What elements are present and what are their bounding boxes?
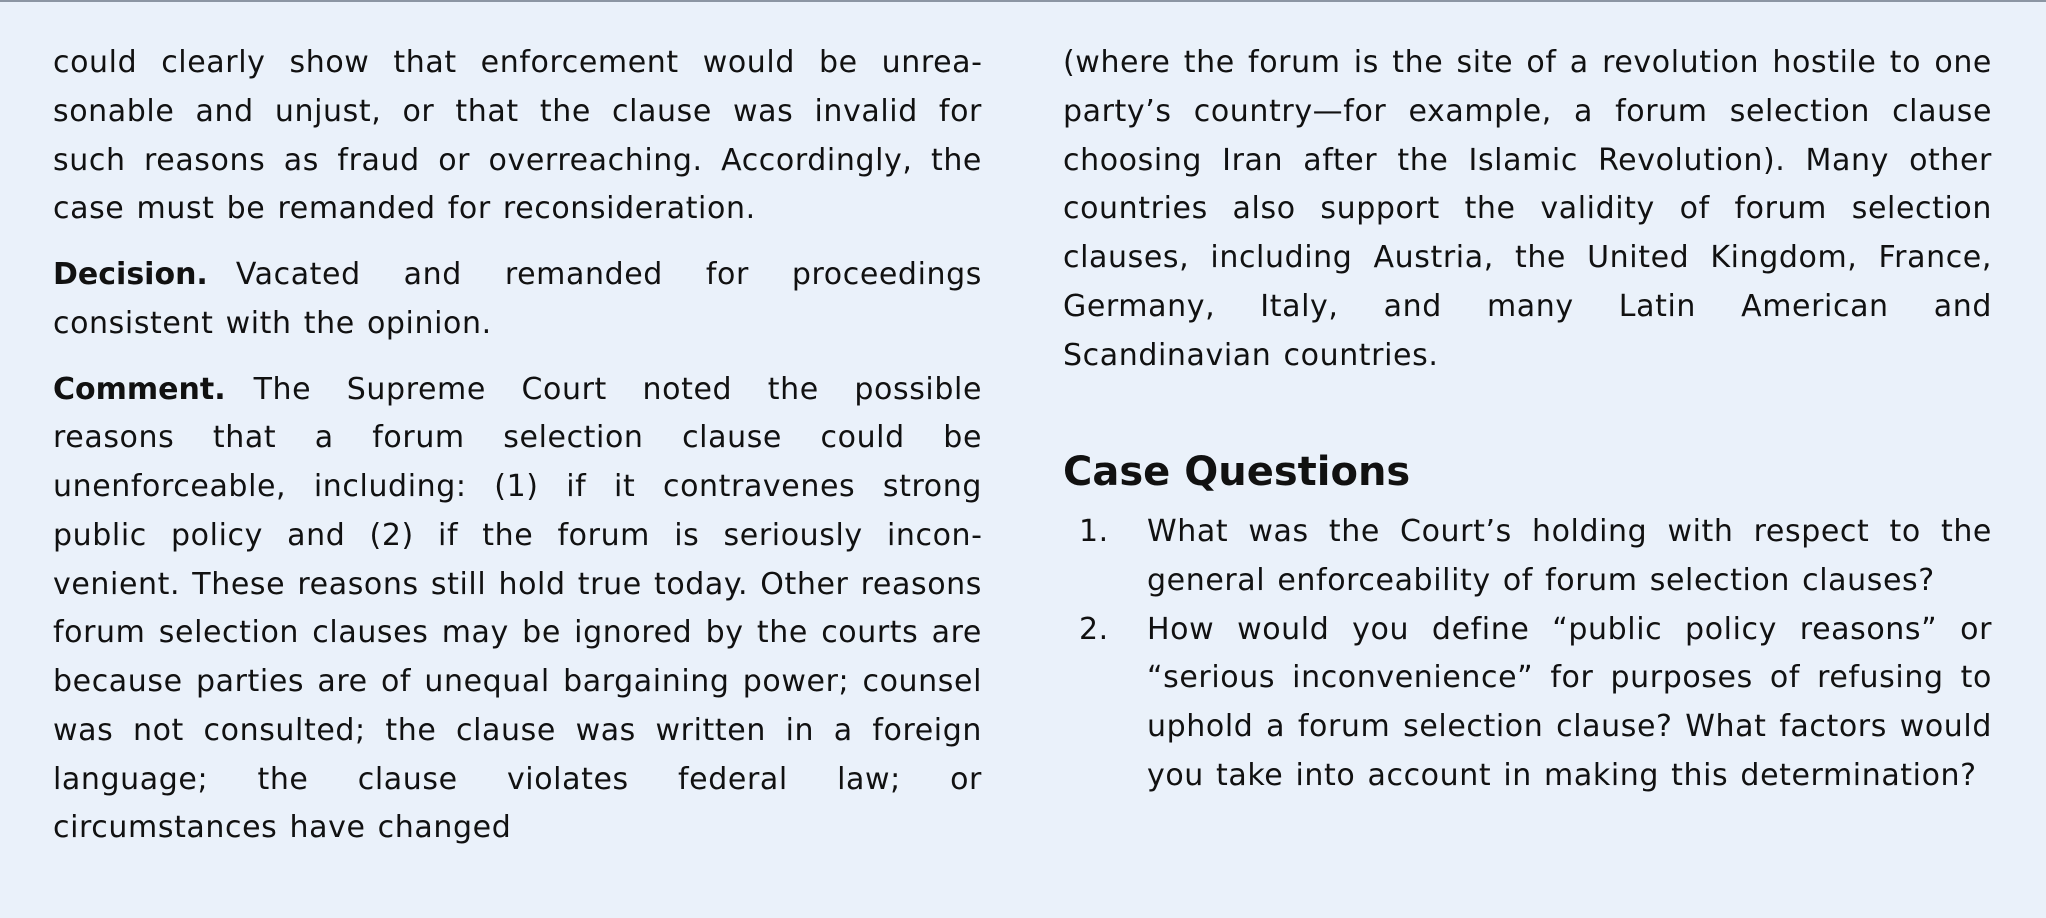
list-item	[1063, 606, 1992, 801]
question-number: 1.	[1079, 514, 1109, 549]
left-column	[53, 39, 982, 853]
right-column	[1063, 39, 1992, 380]
list-item	[1063, 508, 1992, 606]
opening-paragraph: could clearly show that enforcement would be unreasonable and unjust, or that the clause was invalid for such reasons as fraud or overreaching. Accordingly, the case must be remanded for reconsideration.	[53, 45, 982, 227]
case-questions-heading: Case Questions	[1063, 449, 1411, 495]
comment-text: The Supreme Court noted the possible reasons that a forum selection clause could be unenforceable, including: (1) if it contravenes strong public policy and (2) if the forum is seriously inconvenient. These reasons still hold true today. Other reasons forum selection clauses may be ignored by the courts are because parties are of unequal bargaining power; counsel was not consulted; the clause was written in a foreign language; the clause violates federal law; or circumstances have changed	[53, 371, 982, 846]
continuation-paragraph: (where the forum is the site of a revolution hostile to one party’s country—for example, a forum selection clause choosing Iran after the Islamic Revolution). Many other countries also support the validity of forum selection clauses, including Austria, the United Kingdom, France, Germany, Italy, and many Latin American and Scandinavian countries.	[1063, 45, 1992, 373]
comment-paragraph	[53, 366, 982, 854]
question-number: 2.	[1079, 611, 1109, 647]
question-text: How would you define “public policy reasons” or “serious inconvenience” for purposes of refusing to uphold a forum selection clause? What factors would you take into account in making this determination?	[1147, 611, 1992, 793]
decision-label: Decision.	[53, 257, 208, 292]
decision-paragraph	[53, 251, 982, 349]
top-divider	[0, 0, 2046, 2]
comment-label: Comment.	[53, 371, 226, 407]
case-questions-list	[1063, 508, 1992, 801]
question-text: What was the Court’s holding with respect to the general enforceability of forum selection clauses?	[1147, 514, 1992, 598]
decision-text: Vacated and remanded for proceedings consistent with the opinion.	[53, 257, 982, 341]
